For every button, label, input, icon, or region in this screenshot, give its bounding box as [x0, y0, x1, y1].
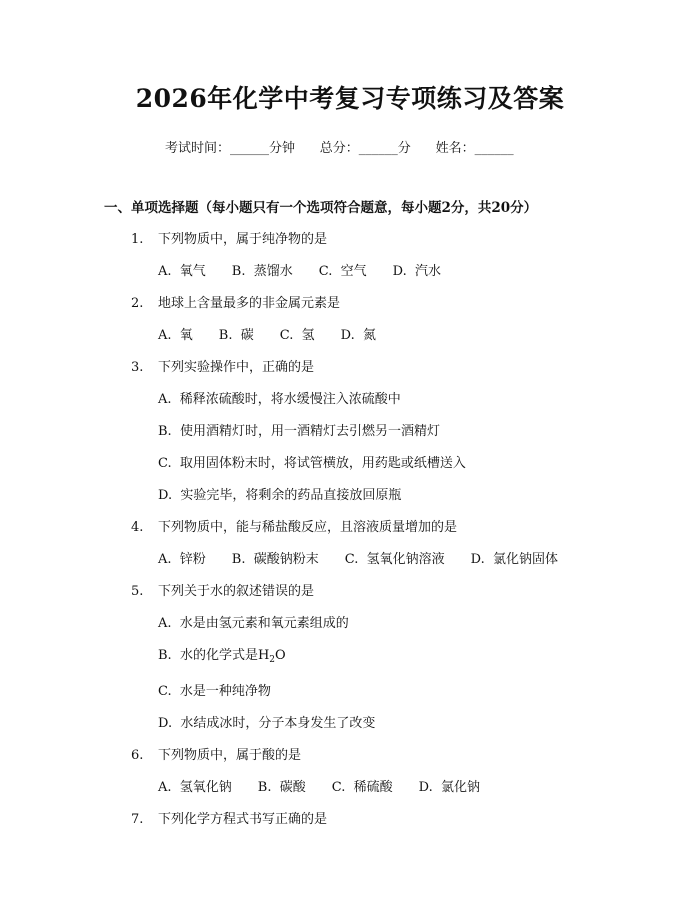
option-c: C. 空气 — [318, 264, 367, 279]
option-c: C. 取用固体粉末时，将试管横放，用药匙或纸槽送入 — [158, 456, 466, 471]
option-d: D. 汽水 — [392, 264, 441, 279]
question-list — [0, 230, 700, 830]
question-number: 7. — [131, 812, 144, 827]
option-a: A. 氧气 — [158, 264, 206, 279]
formula-o: O — [275, 648, 286, 663]
option-d: D. 氮 — [340, 328, 376, 343]
question-5 — [0, 582, 700, 602]
option-c: C. 氢 — [279, 328, 315, 343]
option-b: B. 碳 — [218, 328, 254, 343]
question-number: 4. — [131, 520, 144, 535]
page-title: 2026年化学中考复习专项练习及答案 — [135, 84, 565, 113]
question-1 — [0, 230, 700, 250]
question-3 — [0, 358, 700, 378]
exam-info-line: 考试时间：______分钟 总分：______分 姓名：______ — [165, 141, 514, 156]
question-text: 下列物质中，能与稀盐酸反应，且溶液质量增加的是 — [158, 520, 458, 535]
section-heading: 一、单项选择题（每小题只有一个选项符合题意，每小题2分，共20分） — [104, 200, 538, 216]
option-a: A. 稀释浓硫酸时，将水缓慢注入浓硫酸中 — [158, 392, 401, 407]
option-b: B. 使用酒精灯时，用一酒精灯去引燃另一酒精灯 — [158, 424, 440, 439]
option-a: A. 氧 — [158, 328, 193, 343]
option-c: C. 氢氧化钠溶液 — [344, 552, 445, 567]
question-number: 5. — [131, 584, 144, 599]
question-number: 3. — [131, 360, 144, 375]
option-c: C. 稀硫酸 — [331, 780, 393, 795]
question-4 — [0, 518, 700, 538]
option-a: A. 锌粉 — [158, 552, 206, 567]
question-2 — [0, 294, 700, 314]
option-b: B. 蒸馏水 — [231, 264, 293, 279]
option-d: D. 氯化钠固体 — [470, 552, 558, 567]
option-b: B. 碳酸钠粉末 — [231, 552, 319, 567]
formula-subscript: 2 — [269, 655, 276, 665]
option-c: C. 水是一种纯净物 — [158, 684, 271, 699]
question-6 — [0, 746, 700, 766]
option-b-text: B. 水的化学式是 — [158, 648, 258, 663]
question-number: 2. — [131, 296, 144, 311]
question-text: 下列物质中，属于酸的是 — [158, 748, 302, 763]
option-d: D. 实验完毕，将剩余的药品直接放回原瓶 — [158, 488, 402, 503]
question-text: 下列化学方程式书写正确的是 — [158, 812, 328, 827]
option-d: D. 氯化钠 — [418, 780, 480, 795]
question-6-options — [0, 778, 700, 798]
formula-h: H — [257, 648, 270, 663]
question-2-options — [0, 326, 700, 346]
question-text: 地球上含量最多的非金属元素是 — [158, 296, 341, 311]
option-a: A. 氢氧化钠 — [158, 780, 232, 795]
option-a: A. 水是由氢元素和氧元素组成的 — [158, 616, 349, 631]
question-4-options — [0, 550, 700, 570]
question-number: 6. — [131, 748, 144, 763]
option-d: D. 水结成冰时，分子本身发生了改变 — [158, 716, 376, 731]
water-formula — [258, 648, 286, 663]
option-b: B. 碳酸 — [257, 780, 306, 795]
question-text: 下列实验操作中，正确的是 — [158, 360, 315, 375]
question-7 — [0, 810, 700, 830]
option-b — [0, 646, 700, 670]
question-1-options — [0, 262, 700, 282]
question-text: 下列物质中，属于纯净物的是 — [158, 232, 328, 247]
question-text: 下列关于水的叙述错误的是 — [158, 584, 315, 599]
question-number: 1. — [131, 232, 144, 247]
